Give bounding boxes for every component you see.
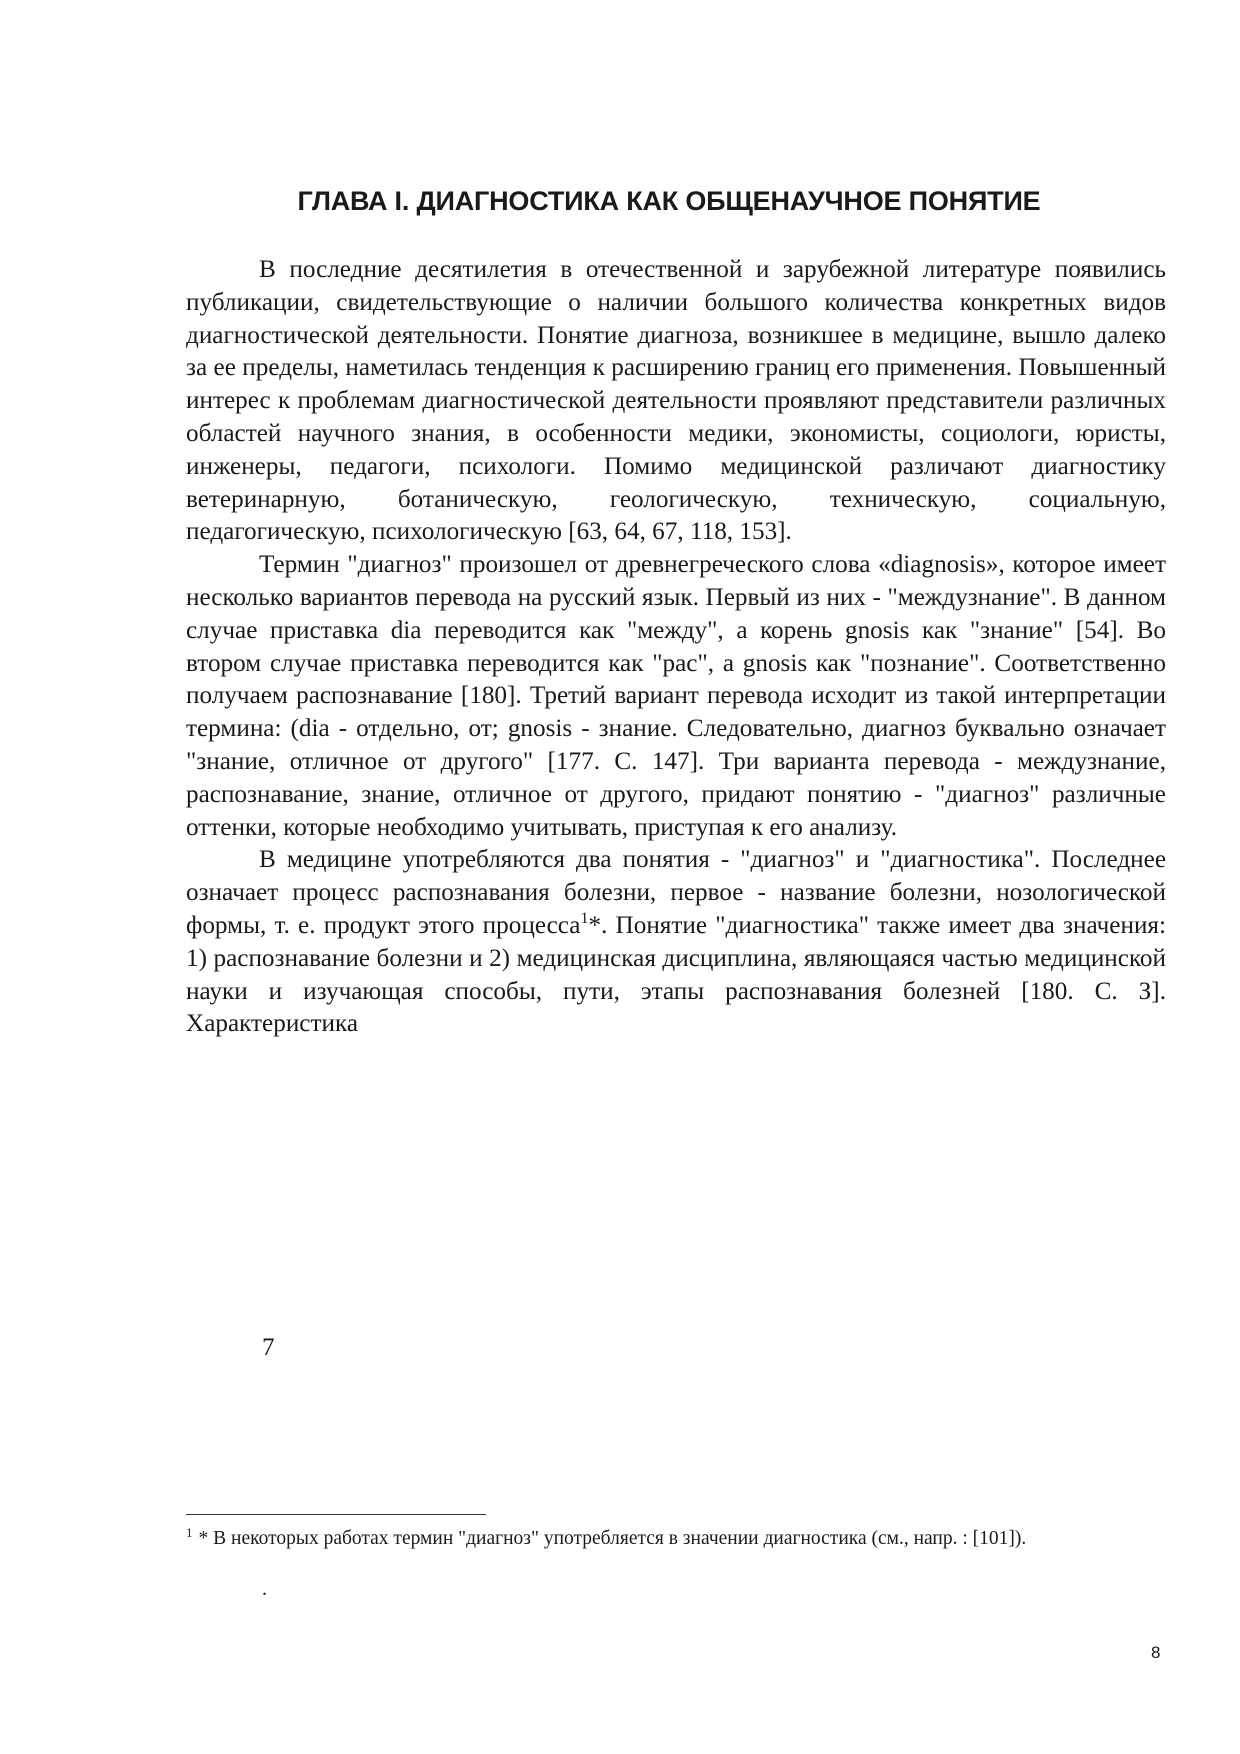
paragraph-text: *. Понятие "диагностика" также имеет два значения: 1) распознавание болезни и 2) медицинская дисциплина, являющаяся частью медицинской науки и изучающая способы, пути, этапы распознавания болезней [180. С. З]. Характеристика (186, 911, 1167, 1038)
footnote (186, 1524, 1164, 1554)
body-text (186, 254, 1166, 1041)
page-number: 8 (1151, 1643, 1161, 1662)
chapter-title: ГЛАВА I. ДИАГНОСТИКА КАК ОБЩЕНАУЧНОЕ ПОНЯТИЕ (297, 186, 1041, 216)
paragraph-text: В медицине употребляются два понятия - "диагноз" и "диагностика". Последнее означает процесс распознавания болезни, первое - название болезни, нозологической формы, т. е. продукт этого процесса (186, 846, 1166, 939)
stray-mark: . (262, 1578, 267, 1600)
paragraph: Термин "диагноз" произошел от древнегреческого слова «diagnosis», которое имеет несколько вариантов перевода на русский язык. Первый из них - "междузнание". В данном случае приставка dia переводится как "между", а корень gnosis как "знание" [54]. Во втором случае приставка переводится как "рас", а gnosis как "познание". Соответственно получаем распознавание [180]. Третий вариант перевода исходит из такой интерпретации термина: (dia - отдельно, от; gnosis - знание. Следовательно, диагноз буквально означает "знание, отличное от другого" [177. С. 147]. Три варианта перевода - междузнание, распознавание, знание, отличное от другого, придают понятию - "диагноз" различные оттенки, которые необходимо учитывать, приступая к его анализу. (186, 551, 1166, 841)
paragraph: В последние десятилетия в отечественной и зарубежной литературе появились публикации, свидетельствующие о наличии большого количества конкретных видов диагностической деятельности. Понятие диагноза, возникшее в медицине, вышло далеко за ее пределы, наметилась тенденция к расширению границ его применения. Повышенный интерес к проблемам диагностической деятельности проявляют представители различных областей научного знания, в особенности медики, экономисты, социологи, юристы, инженеры, педагоги, психологи. Помимо медицинской различают диагностику ветеринарную, ботаническую, геологическую, техническую, социальную, педагогическую, психологическую [63, 64, 67, 118, 153]. (186, 256, 1166, 546)
footnote-reference[interactable]: 1 (580, 909, 589, 927)
inner-page-number: 7 (262, 1334, 275, 1361)
footnote-separator (186, 1514, 486, 1515)
paragraph (186, 844, 1166, 1041)
footnote-marker: 1 (186, 1525, 193, 1540)
footnote-text: * В некоторых работах термин "диагноз" употребляется в значении диагностика (см., напр. : [101]). (198, 1528, 1027, 1549)
